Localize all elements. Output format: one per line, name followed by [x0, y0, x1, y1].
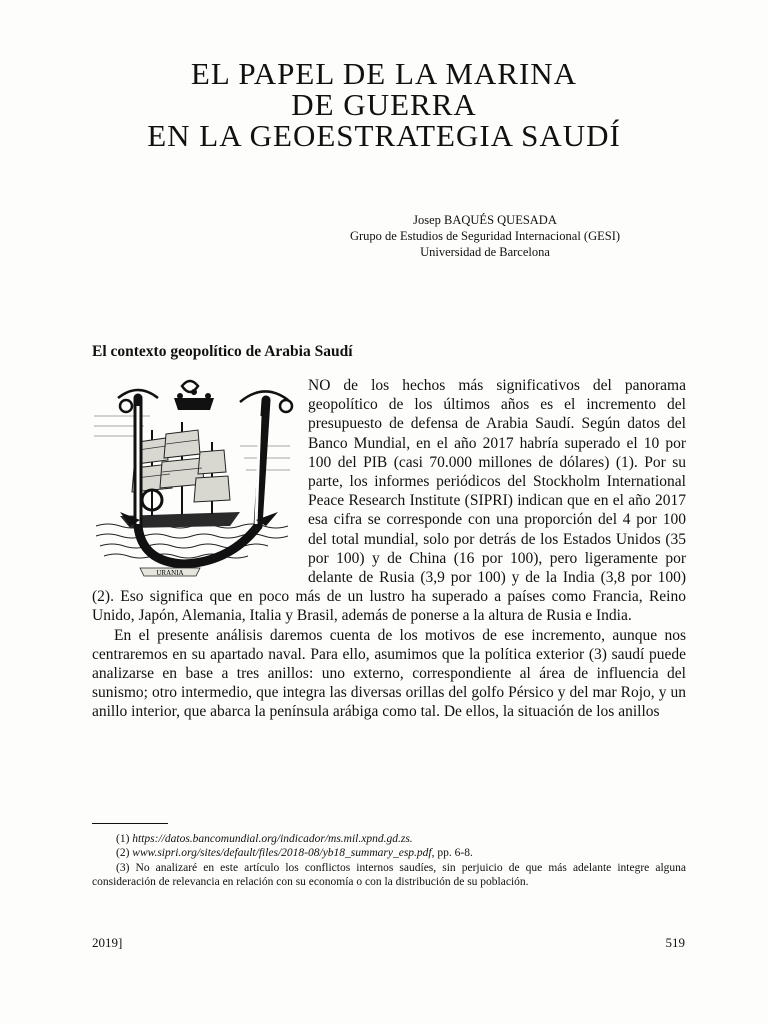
author-block — [300, 212, 670, 260]
paragraph-1: NO de los hechos más significativos del panorama geopolítico de los últimos años es el incremento del presupuesto de defensa de Arabia Saudí. Según datos del Banco Mundial, en el año 2017 habría superado el 10 por 100 del PIB (casi 70.000 millones de dólares) (1). Por su parte, los informes periódicos del Stockholm International Peace Research Institute (SIPRI) indican que en el año 2017 esa cifra se corresponde con una proporción del 4 por 100 del total mundial, solo por detrás de los Estados Unidos (35 por 100) y de China (16 por 100), pero ligeramente por delante de Rusia (3,9 por 100) y de la India (3,8 por 100) (2). Eso significa que en poco más de un lustro ha superado a países como Francia, Reino Unido, Japón, Alemania, Italia y Brasil, además de ponerse a la altura de Rusia e India. — [92, 377, 686, 625]
article-title — [0, 58, 768, 151]
author-university: Universidad de Barcelona — [420, 245, 550, 259]
title-line-1: EL PAPEL DE LA MARINA — [190, 56, 578, 91]
author-name: Josep BAQUÉS QUESADA — [413, 213, 557, 227]
footnote-2-number: (2) — [116, 847, 130, 860]
paragraph-2: En el presente análisis daremos cuenta de los motivos de ese incremento, aunque nos centraremos en su apartado naval. Para ello, asumimos que la política exterior (3) saudí puede analizarse en base a tres anillos: uno externo, correspondiente al área de influencia del sunismo; otro intermedio, que integra las diversas orillas del golfo Pérsico y del mar Rojo, y un anillo interior, que abarca la península arábiga como tal. De ellos, la situación de los anillos — [92, 626, 686, 721]
article-body — [92, 376, 686, 722]
footnote-3 — [92, 861, 686, 890]
author-affiliation: Grupo de Estudios de Seguridad Internacional (GESI) — [349, 229, 621, 243]
page-number: 519 — [665, 935, 685, 950]
title-line-2: DE GUERRA — [291, 87, 477, 122]
footnote-1-number: (1) — [116, 833, 130, 845]
footnote-1-link[interactable]: https://datos.bancomundial.org/indicador/ms.mil.xpnd.gd.zs. — [132, 833, 413, 845]
decorative-initial-emblem — [90, 376, 298, 580]
title-line-3: EN LA GEOESTRATEGIA SAUDÍ — [147, 118, 621, 153]
footnotes — [92, 832, 686, 890]
emblem-caption: URANIA — [156, 569, 184, 577]
footnote-2-pages: , pp. 6-8. — [431, 847, 473, 860]
journal-year: 2019] — [92, 935, 123, 950]
footnote-3-text: No analizaré en este artículo los conflictos internos saudíes, sin perjuicio de que más adelante integre alguna consideración de relevancia en relación con su economía o con la distribución de su población. — [92, 861, 686, 889]
footnote-3-number: (3) — [116, 861, 130, 874]
footnote-divider — [92, 823, 168, 824]
ship-anchor-emblem-icon — [90, 376, 298, 580]
footnote-2-link[interactable]: www.sipri.org/sites/default/files/2018-08/yb18_summary_esp.pdf — [132, 847, 432, 860]
footnote-2 — [92, 846, 686, 860]
section-heading: El contexto geopolítico de Arabia Saudí — [92, 343, 353, 360]
footnote-1 — [92, 832, 686, 846]
